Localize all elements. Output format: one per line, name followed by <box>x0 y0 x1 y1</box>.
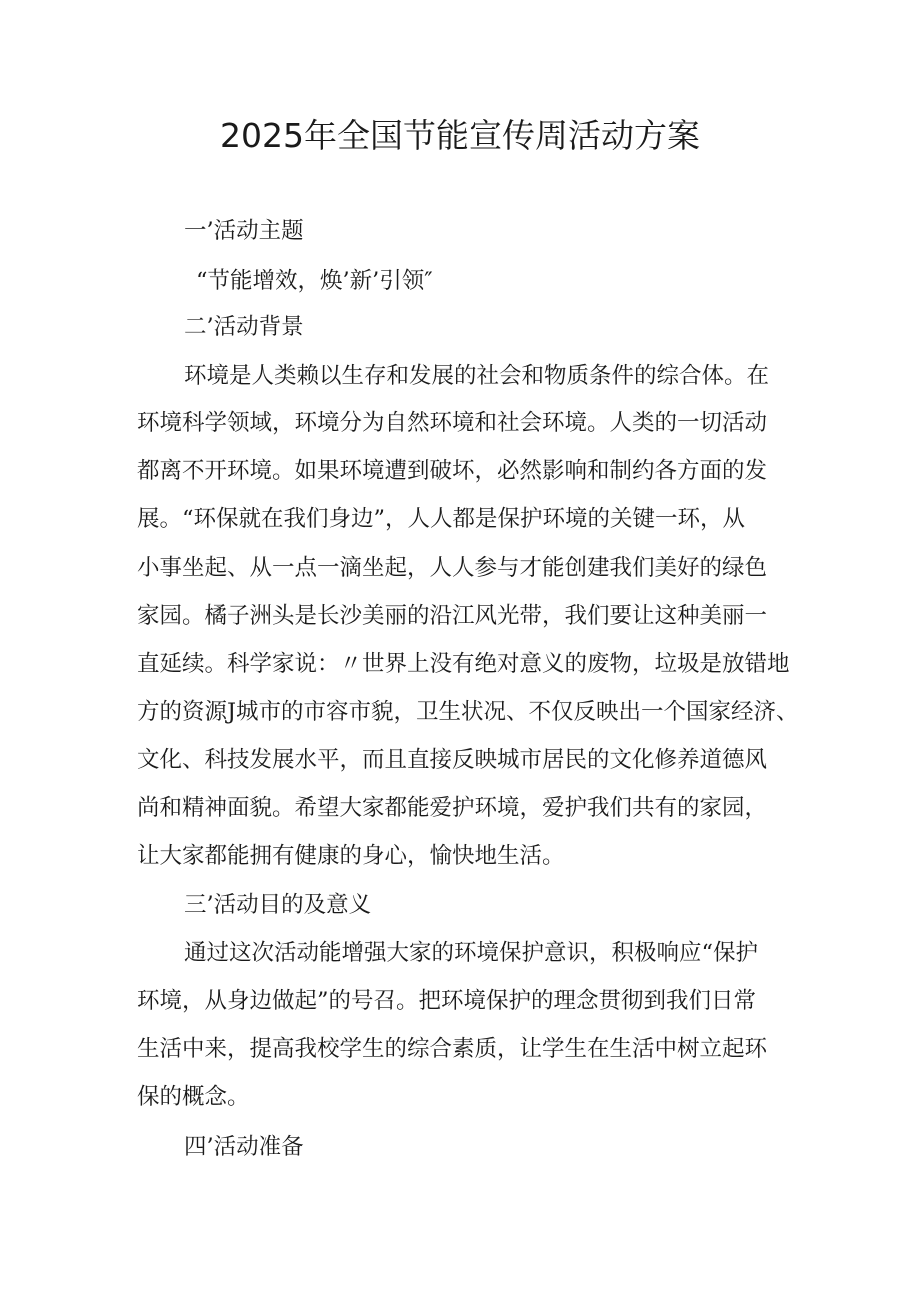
purpose-line: 保的概念。 <box>137 1084 250 1110</box>
background-line: 方的资源J城市的市容市貌，卫生状况、不仅反映出一个国家经济、 <box>137 699 799 725</box>
background-line: 都离不开环境。如果环境遭到破坏，必然影响和制约各方面的发 <box>137 458 768 484</box>
section-heading-background: 二’活动背景 <box>184 314 304 340</box>
background-line: 环境科学领域，环境分为自然环境和社会环境。人类的一切活动 <box>137 410 768 436</box>
background-line: 直延续。科学家说：〃世界上没有绝对意义的废物，垃圾是放错地 <box>137 651 790 677</box>
purpose-line: 通过这次活动能增强大家的环境保护意识，积极响应“保护 <box>184 940 759 966</box>
background-line: 让大家都能拥有健康的身心，愉快地生活。 <box>137 843 565 869</box>
background-line: 展。“环保就在我们身边”，人人都是保护环境的关键一环，从 <box>137 506 746 532</box>
section-heading-purpose: 三’活动目的及意义 <box>184 892 372 918</box>
purpose-line: 环境，从身边做起”的号召。把环境保护的理念贯彻到我们日常 <box>137 988 757 1014</box>
background-line: 尚和精神面貌。希望大家都能爱护环境，爱护我们共有的家园， <box>137 795 768 821</box>
background-line: 文化、科技发展水平，而且直接反映城市居民的文化修养道德风 <box>137 747 768 773</box>
background-line: 环境是人类赖以生存和发展的社会和物质条件的综合体。在 <box>184 363 770 389</box>
section-heading-preparation: 四’活动准备 <box>184 1134 304 1160</box>
section-heading-theme: 一’活动主题 <box>184 218 304 244</box>
background-line: 家园。橘子洲头是长沙美丽的沿江风光带，我们要让这种美丽一 <box>137 603 768 629</box>
document-title: 2025年全国节能宣传周活动方案 <box>220 116 700 155</box>
theme-slogan: “节能增效，焕’新’引领″ <box>196 268 433 294</box>
background-line: 小事坐起、从一点一滴坐起，人人参与才能创建我们美好的绿色 <box>137 555 768 581</box>
purpose-line: 生活中来，提高我校学生的综合素质，让学生在生活中树立起环 <box>137 1036 768 1062</box>
